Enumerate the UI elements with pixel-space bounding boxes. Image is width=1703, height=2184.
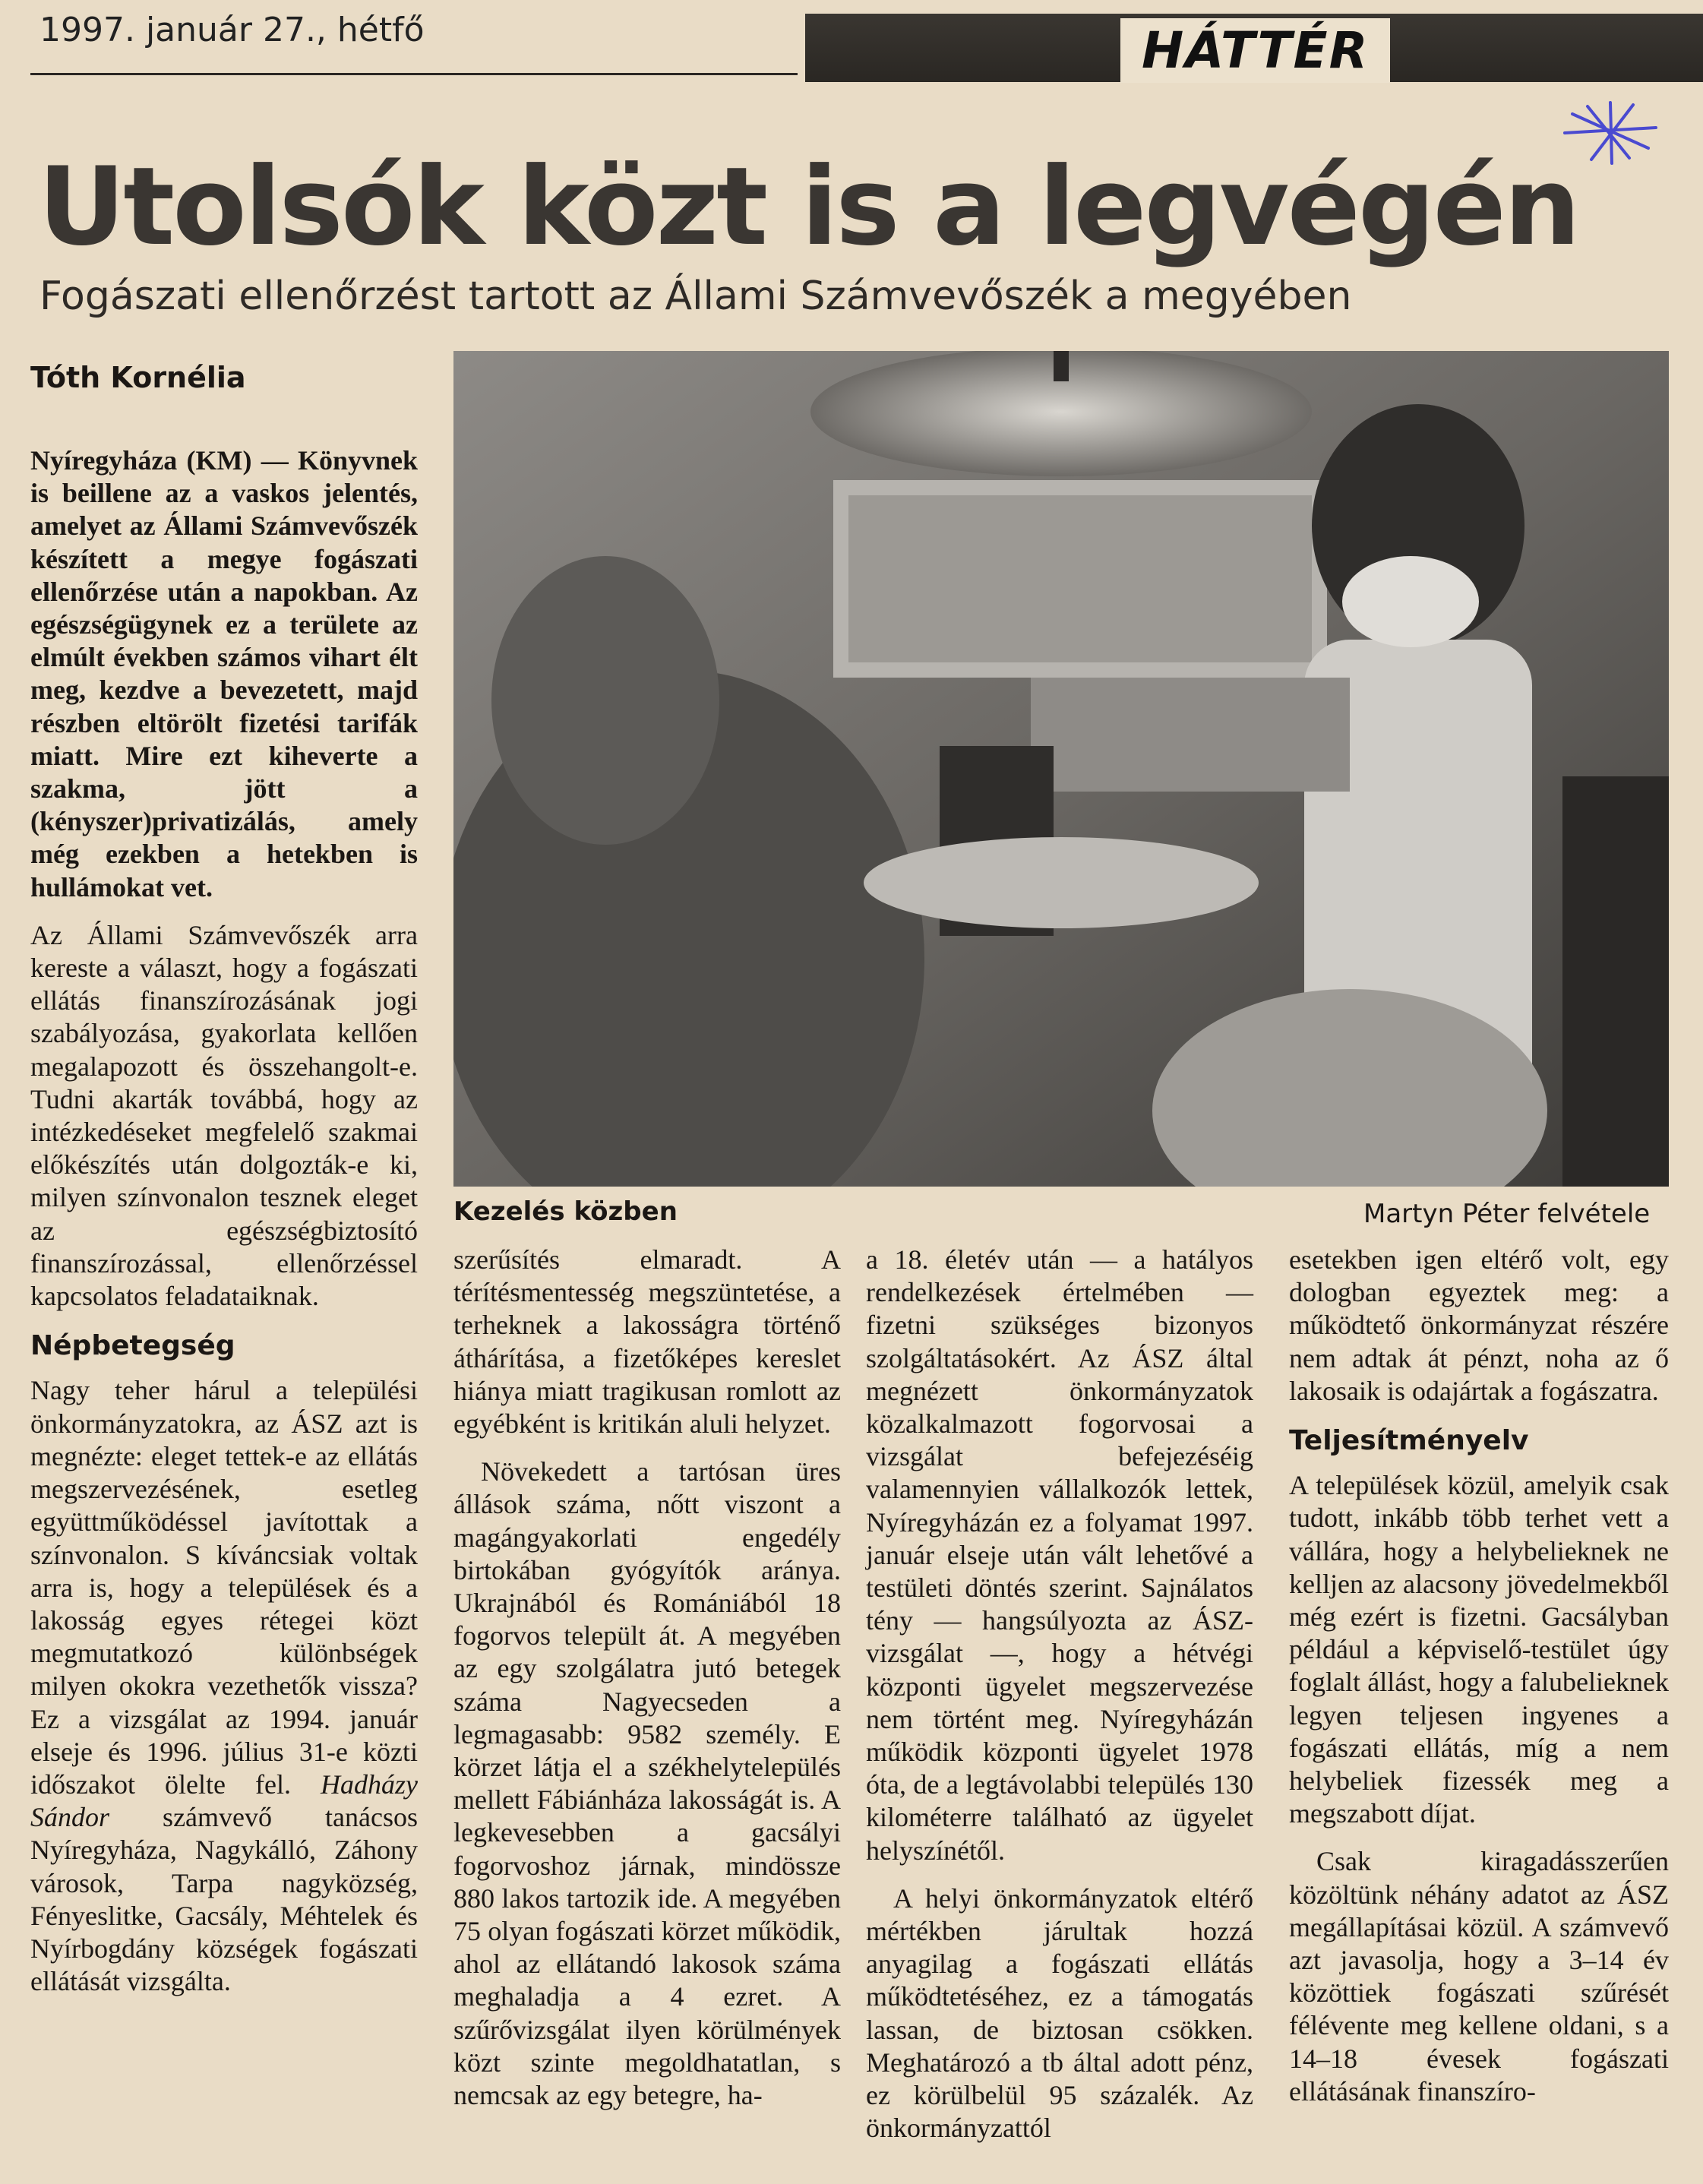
column-2-paragraph-1: szerűsítés elmaradt. A térítésmentesség megszüntetése, a terheknek a lakosságra történő áthárítása, a fizetőképes kereslet hiánya miatt tragikusan romlott az egyébként is kritikán aluli helyzet. (453, 1244, 841, 1440)
column-2 (453, 1244, 841, 2112)
column-2-paragraph-2: Növekedett a tartósan üres állások száma, nőtt viszont a magángyakorlati engedély birtokában gyógyítók aránya. Ukrajnából és Romániából 18 fogorvos települt át. A megyében az egy szolgálatra jutó betegek száma Nagyecseden a legmagasabb: 9582 személy. E körzet látja el a székhelytelepülés mellett Fábiánháza lakosságát is. A legkevesebben a gacsályi fogorvoshoz járnak, mindössze 880 lakos tartozik ide. A megyében 75 olyan fogászati körzet működik, ahol az ellátandó lakosok száma meghaladja a 4 ezret. A szűrővizsgálat ilyen körülmények közt szinte megoldhatatlan, s nemcsak az egy betegre, ha- (453, 1456, 841, 2111)
subhead-nepbetegseg: Népbetegség (30, 1330, 235, 1362)
column-3 (866, 1244, 1253, 2144)
photo-credit: Martyn Péter felvétele (1363, 1199, 1651, 1229)
column-3-paragraph-2: A helyi önkormányzatok eltérő mértékben járultak hozzá anyagilag a fogászati ellátás működtetéséhez, ez a támogatás lassan, de biztosan csökken. Meghatározó a tb által adott pénz, ez körülbelül 95 százalék. Az önkormányzattól (866, 1882, 1253, 2144)
column-4-paragraph-1: esetekben igen eltérő volt, egy dologban egyeztek meg: a működtető önkormányzat részére nem adtak át pénzt, noha az ő lakosaik is odajártak a fogászatra. (1289, 1244, 1669, 1406)
subhead-teljesitmenyelv: Teljesítményelv (1289, 1425, 1529, 1457)
photo-caption: Kezelés közben (453, 1196, 678, 1227)
header-rule (30, 73, 798, 75)
column-1-paragraph-3 (30, 1374, 418, 1998)
column-4-paragraph-3: Csak kiragadásszerűen közöltünk néhány adatot az ÁSZ megállapításai közül. A számvevő azt javasolja, hogy a 3–14 év közöttiek fogászati szűrését félévente meg kellene oldani, s a 14–18 évesek fogászati ellátásának finanszíro- (1289, 1846, 1669, 2107)
subheadline: Fogászati ellenőrzést tartott az Állami Számvevőszék a megyében (39, 273, 1352, 319)
column-4-paragraph-2: A települések közül, amelyik csak tudott, inkább több terhet vett a vállára, hogy a helybelieknek ne kelljen az alacsony jövedelmekből még ezért is fizetni. Gacsályban például a képviselő-testület úgy foglalt állást, hogy a falubelieknek legyen teljesen ingyenes a fogászati ellátás, míg a nem helybeliek fizessék meg a megszabott díjat. (1289, 1470, 1669, 1829)
column-1-paragraph-3-text: Nagy teher hárul a települési önkormányzatokra, az ÁSZ azt is megnézte: eleget tettek-e az ellátás megszervezésének, esetleg együttműködéssel javítottak a színvonalon. S kíváncsiak voltak arra is, hogy a települések és a lakosság egyes rétegei közt megmutatkozó különbségek milyen okokra vezethetők vissza? Ez a vizsgálat az 1994. január elseje és 1996. július 31-e közti időszakot ölelte fel. (30, 1375, 418, 1800)
column-1 (30, 444, 418, 1998)
section-label: HÁTTÉR (1120, 18, 1390, 83)
dental-treatment-photo (453, 351, 1669, 1187)
column-3-paragraph-1: a 18. életév után — a hatályos rendelkezések értelmében — fizetni szükséges bizonyos szolgáltatásokért. Az ÁSZ által megnézett önkormányzatok közalkalmazott fogorvosai a vizsgálat befejezéséig valamennyien vállalkozók lettek, Nyíregyházán ez a folyamat 1997. január elseje után vált lehetővé a testületi döntés szerint. Sajnálatos tény — hangsúlyozta az ÁSZ-vizsgálat —, hogy a hétvégi központi ügyelet megszervezése nem történt meg. Nyíregyházán működik központi ügyelet 1978 óta, de a legtávolabbi település 130 kilométerre található az ügyelet helyszínétől. (866, 1244, 1253, 1866)
byline: Tóth Kornélia (30, 361, 246, 394)
headline: Utolsók közt is a legvégén (38, 144, 1578, 270)
photo-illustration (453, 351, 1669, 1187)
lead-paragraph: Nyíregyháza (KM) — Könyvnek is beillene az a vaskos jelentés, amelyet az Állami Számvevőszék készített a megye fogászati ellenőrzése után a napokban. Az egészségügynek ez a területe az elmúlt években számos vihart élt meg, kezdve a bevezetett, majd részben eltörölt fizetési tarifák miatt. Mire ezt kiheverte a szakma, jött a (kényszer)privatizálás, amely még ezekben a hetekben is hullámokat vet. (30, 445, 418, 902)
column-1-paragraph-2: Az Állami Számvevőszék arra kereste a választ, hogy a fogászati ellátás finanszírozásának jogi szabályozása, gyakorlata kellően megalapozott és összehangolt-e. Tudni akarták továbbá, hogy az intézkedéseket megfelelő szakmai előkészítés után dolgozták-e ki, milyen színvonalon tesznek eleget az egészségbiztosító finanszírozással, ellenőrzéssel kapcsolatos feladataiknak. (30, 919, 418, 1312)
auditor-name: Hadházy Sándor (30, 1768, 418, 1833)
column-4 (1289, 1244, 1669, 2108)
dateline: 1997. január 27., hétfő (39, 11, 425, 49)
column-1-paragraph-3-end: számvevő tanácsos Nyíregyháza, Nagykálló, Záhony városok, Tarpa nagyközség, Fényeslitke, Gacsály, Méhtelek és Nyírbogdány községek fogászati ellátását vizsgálta. (30, 1802, 418, 1997)
